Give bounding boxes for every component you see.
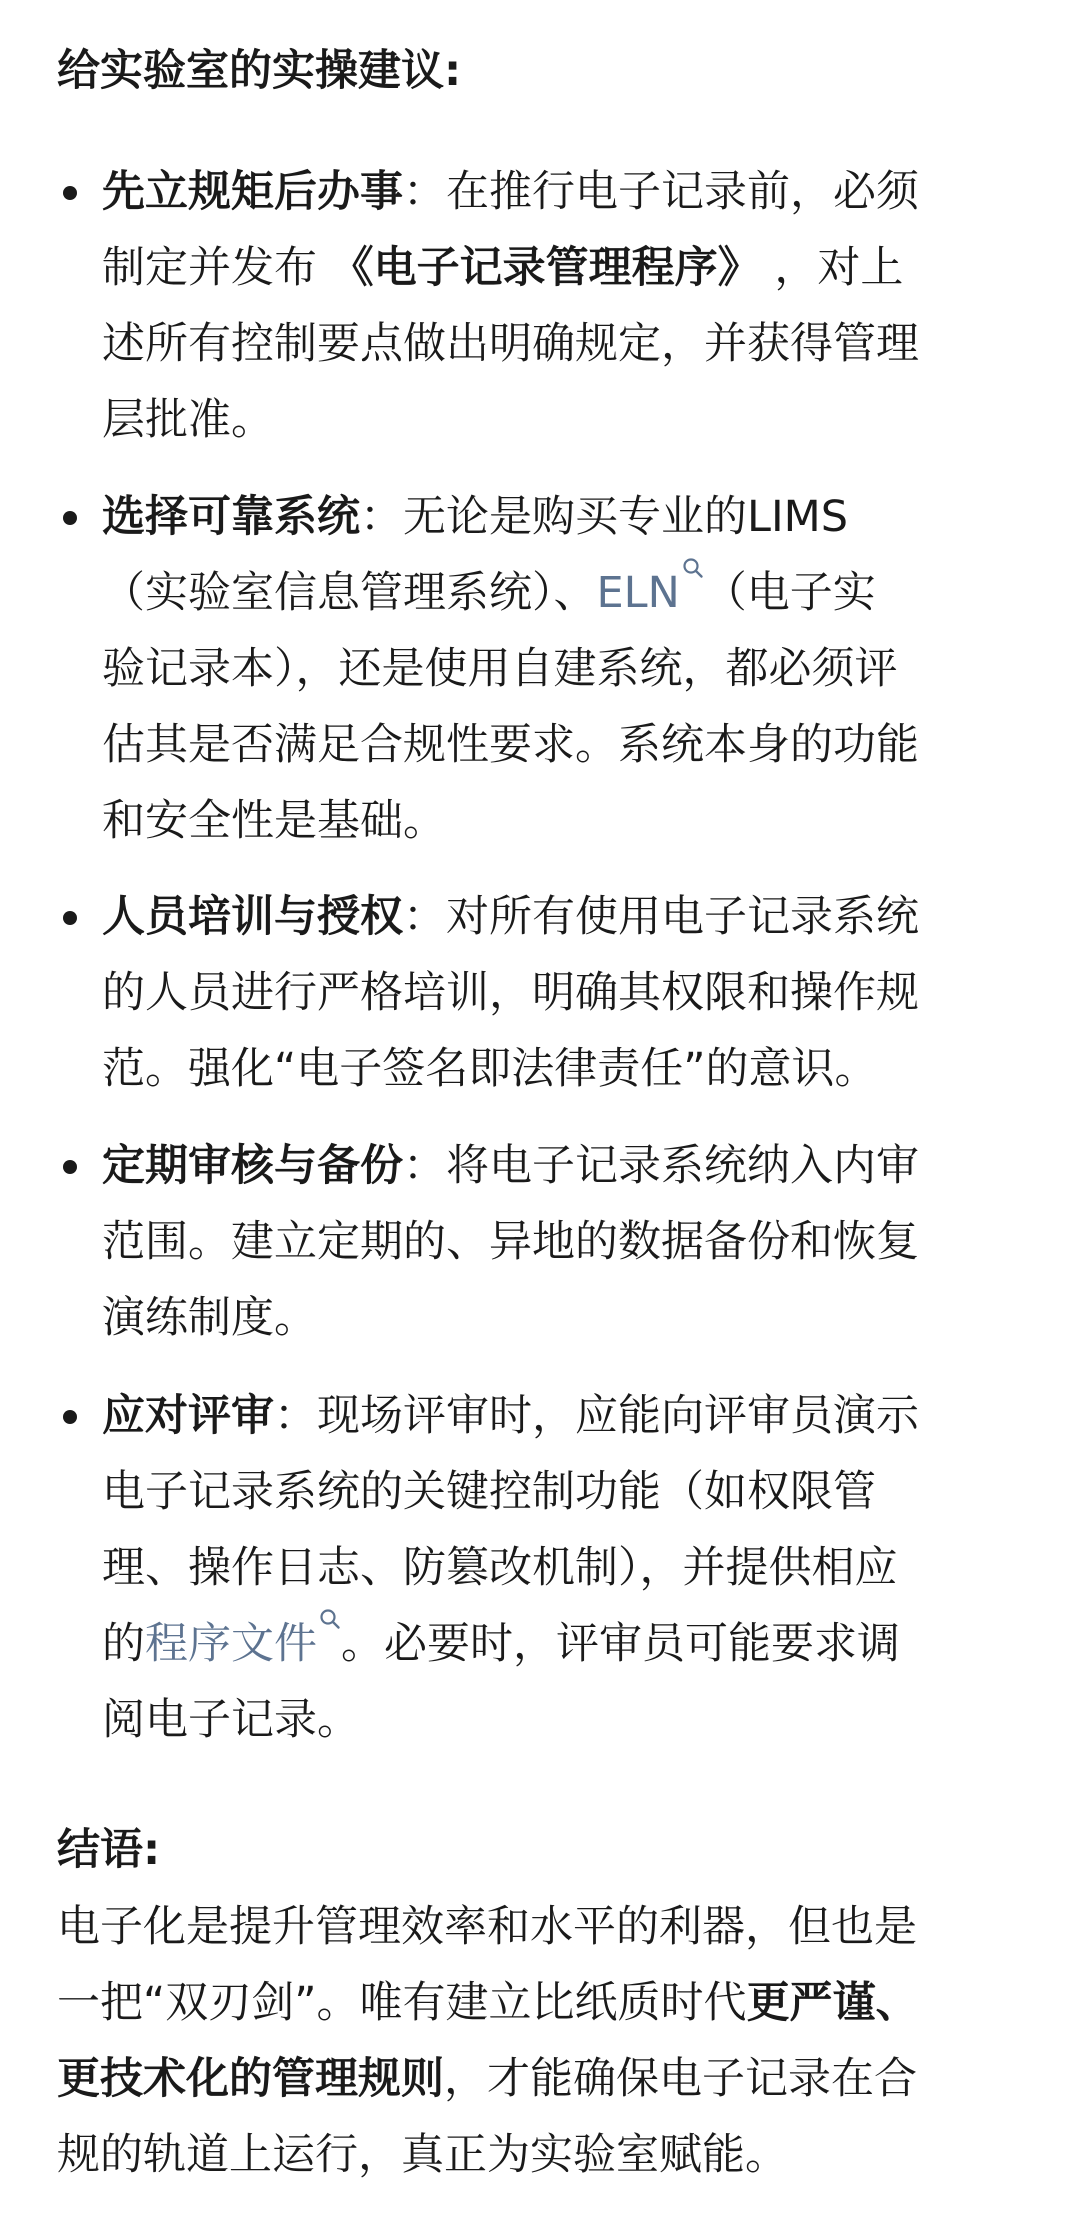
item-line: 阅电子记录。	[102, 1695, 360, 1745]
search-icon[interactable]	[319, 1606, 341, 1636]
search-icon[interactable]	[682, 555, 704, 585]
emphasis-text: 更技术化的管理规则	[57, 2054, 444, 2104]
conclusion-line: 一把“双刃剑”。唯有建立比纸质时代更严谨、	[57, 1978, 919, 2028]
item-line: 人员培训与授权：对所有使用电子记录系统	[102, 892, 919, 942]
conclusion-line: 更技术化的管理规则，才能确保电子记录在合	[57, 2054, 917, 2104]
item-line: 先立规矩后办事：在推行电子记录前，必须	[102, 167, 919, 217]
item-line: 演练制度。	[102, 1293, 317, 1343]
item-title: 定期审核与备份	[102, 1141, 403, 1191]
conclusion-line: 规的轨道上运行，真正为实验室赋能。	[57, 2130, 788, 2180]
item-line: 选择可靠系统：无论是购买专业的LIMS	[102, 492, 849, 542]
item-line: 和安全性是基础。	[102, 796, 446, 846]
item-line: 的人员进行严格培训，明确其权限和操作规	[102, 968, 919, 1018]
item-line: 述所有控制要点做出明确规定，并获得管理	[102, 319, 919, 369]
procedure-document-link[interactable]: 程序文件	[145, 1619, 341, 1669]
bullet-dot	[63, 1160, 77, 1174]
item-title: 选择可靠系统	[102, 492, 360, 542]
emphasis-text: 更严谨、	[746, 1978, 919, 2028]
item-line: 应对评审：现场评审时，应能向评审员演示	[102, 1391, 919, 1441]
bullet-dot	[63, 1410, 77, 1424]
conclusion-heading: 结语:	[57, 1825, 161, 1875]
item-title: 应对评审	[102, 1391, 274, 1441]
eln-link[interactable]: ELN	[597, 568, 704, 618]
item-line: 范围。建立定期的、异地的数据备份和恢复	[102, 1217, 919, 1267]
bullet-dot	[63, 186, 77, 200]
advice-heading: 给实验室的实操建议:	[57, 46, 462, 96]
item-line: 定期审核与备份：将电子记录系统纳入内审	[102, 1141, 919, 1191]
bullet-dot	[63, 911, 77, 925]
item-line: 电子记录系统的关键控制功能（如权限管	[102, 1467, 876, 1517]
conclusion-line: 电子化是提升管理效率和水平的利器，但也是	[57, 1902, 917, 1952]
item-line: 制定并发布 《电子记录管理程序》 ，对上	[102, 243, 904, 293]
item-title: 先立规矩后办事	[102, 167, 403, 217]
item-line: 层批准。	[102, 395, 274, 445]
item-line: 估其是否满足合规性要求。系统本身的功能	[102, 720, 919, 770]
document-title: 《电子记录管理程序》	[330, 243, 761, 293]
item-line: 验记录本），还是使用自建系统，都必须评	[102, 644, 898, 694]
item-line: 范。强化“电子签名即法律责任”的意识。	[102, 1044, 878, 1094]
item-line: 理、操作日志、防篡改机制），并提供相应	[102, 1543, 898, 1593]
item-title: 人员培训与授权	[102, 892, 403, 942]
item-line: 的程序文件 。必要时，评审员可能要求调	[102, 1606, 900, 1682]
bullet-dot	[63, 511, 77, 525]
item-line: （实验室信息管理系统）、ELN （电子实	[102, 555, 876, 631]
